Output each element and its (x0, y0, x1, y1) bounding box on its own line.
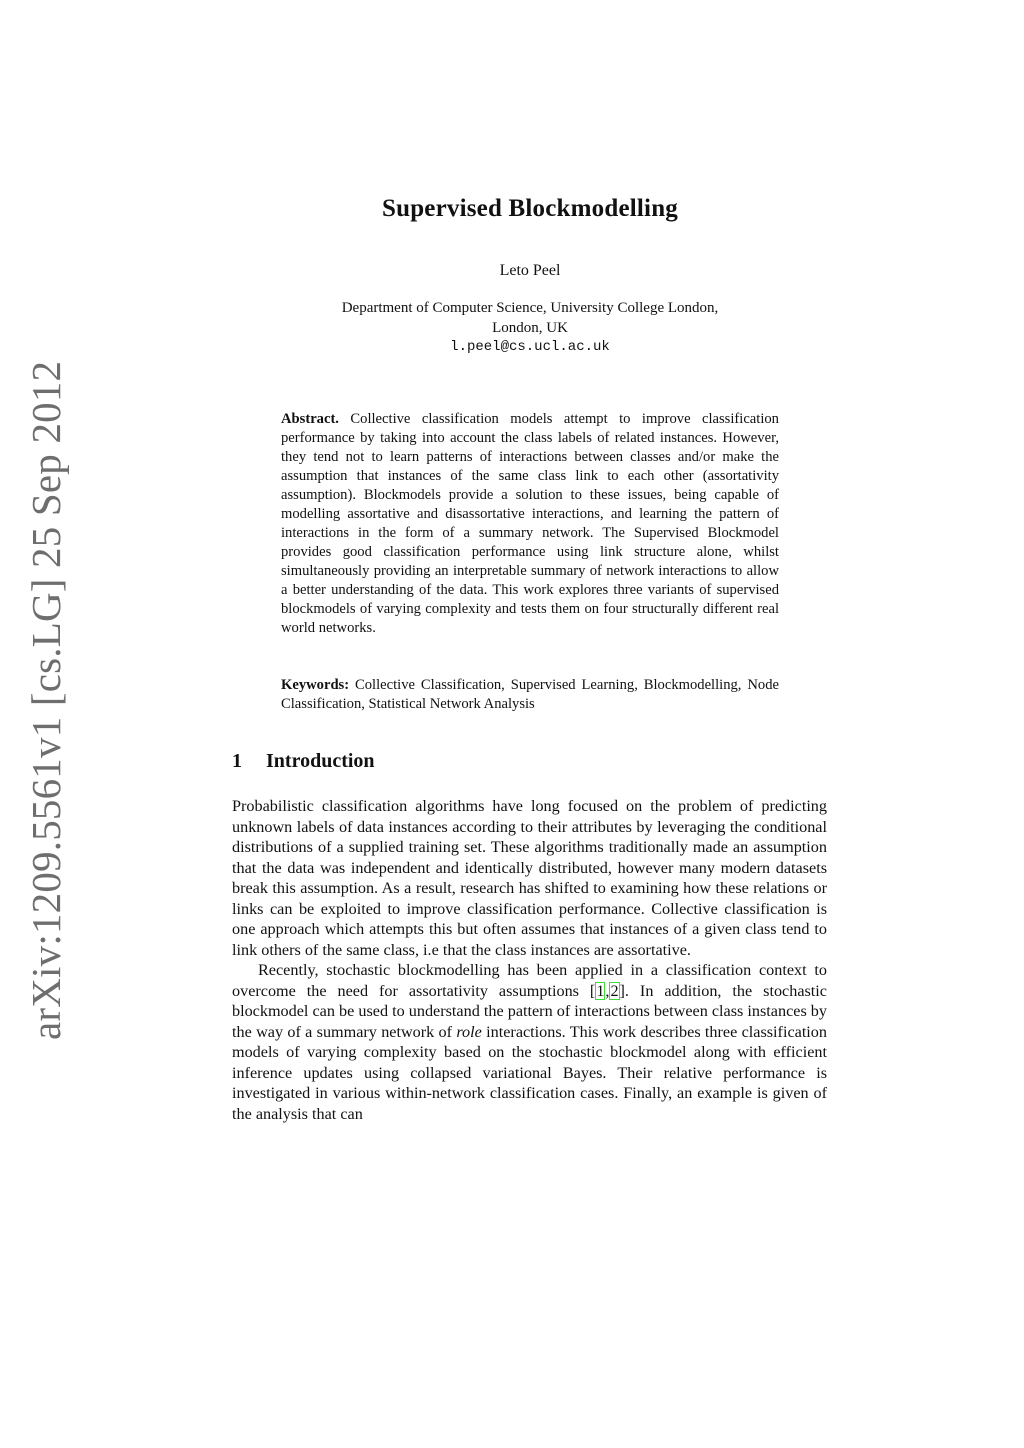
author-affiliation (0, 299, 1024, 358)
keywords-label: Keywords: (281, 677, 350, 693)
section-title: Introduction (266, 750, 375, 772)
paragraph-2-part-1: Recently, stochastic blockmodelling has been applied in a classification context to overcome the need for assortativity assumptions [ (232, 961, 827, 1000)
citation-link-2[interactable]: 2 (610, 981, 619, 1000)
paragraph-2-part-3: interactions. This work describes three classification models of varying complexity based on the stochastic blockmodel along with efficient inference updates using collapsed variational Bayes. Their relative performance is investigated in various within-network classification cases. Finally, an example is given of the analysis that can (232, 1022, 827, 1123)
citation-link-1[interactable]: 1 (596, 981, 605, 1000)
paper-title: Supervised Blockmodelling (381, 195, 678, 222)
author-email[interactable]: l.peel@cs.ucl.ac.uk (450, 339, 610, 355)
emphasis-role: role (456, 1022, 482, 1041)
affiliation-line-1: Department of Computer Science, University College London, (341, 300, 719, 316)
affiliation-line-2: London, UK (492, 319, 568, 336)
author-name: Leto Peel (499, 262, 561, 279)
section-number: 1 (232, 750, 242, 772)
intro-paragraph-2 (232, 960, 827, 1124)
intro-paragraph-1: Probabilistic classification algorithms have long focused on the problem of predicting unknown labels of data instances according to their attributes by leveraging the conditional distributions of a supplied training set. These algorithms traditionally made an assumption that the data was independent and identically distributed, however many modern datasets break this assumption. As a result, research has shifted to examining how these relations or links can be exploited to improve classification performance. Collective classification is one approach which attempts this but often assumes that instances of a given class tend to link others of the same class, i.e that the class instances are assortative. (232, 797, 827, 959)
keywords-text: Collective Classification, Supervised Learning, Blockmodelling, Node Classification, Statistical Network Analysis (281, 677, 779, 712)
paragraph-2-part-2: ]. In addition, the stochastic blockmodel can be used to understand the pattern of interactions between class instances by the way of a summary network of (232, 981, 827, 1041)
arxiv-identifier: arXiv:1209.5561v1 [cs.LG] 25 Sep 2012 (23, 360, 69, 1040)
abstract (281, 410, 779, 638)
abstract-text: Collective classification models attempt to improve classification performance by taking into account the class labels of related instances. However, they tend not to learn patterns of interactions between classes and/or make the assumption that instances of the same class link to each other (assortativity assumption). Blockmodels provide a solution to these issues, being capable of modelling assortative and disassortative interactions, and learning the pattern of interactions in the form of a summary network. The Supervised Blockmodel provides good classification performance using link structure alone, whilst simultaneously providing an interpretable summary of network interactions to allow a better understanding of the data. This work explores three variants of supervised blockmodels of varying complexity and tests them on four structurally different real world networks. (281, 411, 779, 636)
introduction-body (232, 796, 827, 1124)
abstract-label: Abstract. (281, 411, 339, 427)
keywords (281, 676, 779, 714)
citation-separator: , (605, 981, 610, 1000)
section-heading (232, 750, 375, 773)
